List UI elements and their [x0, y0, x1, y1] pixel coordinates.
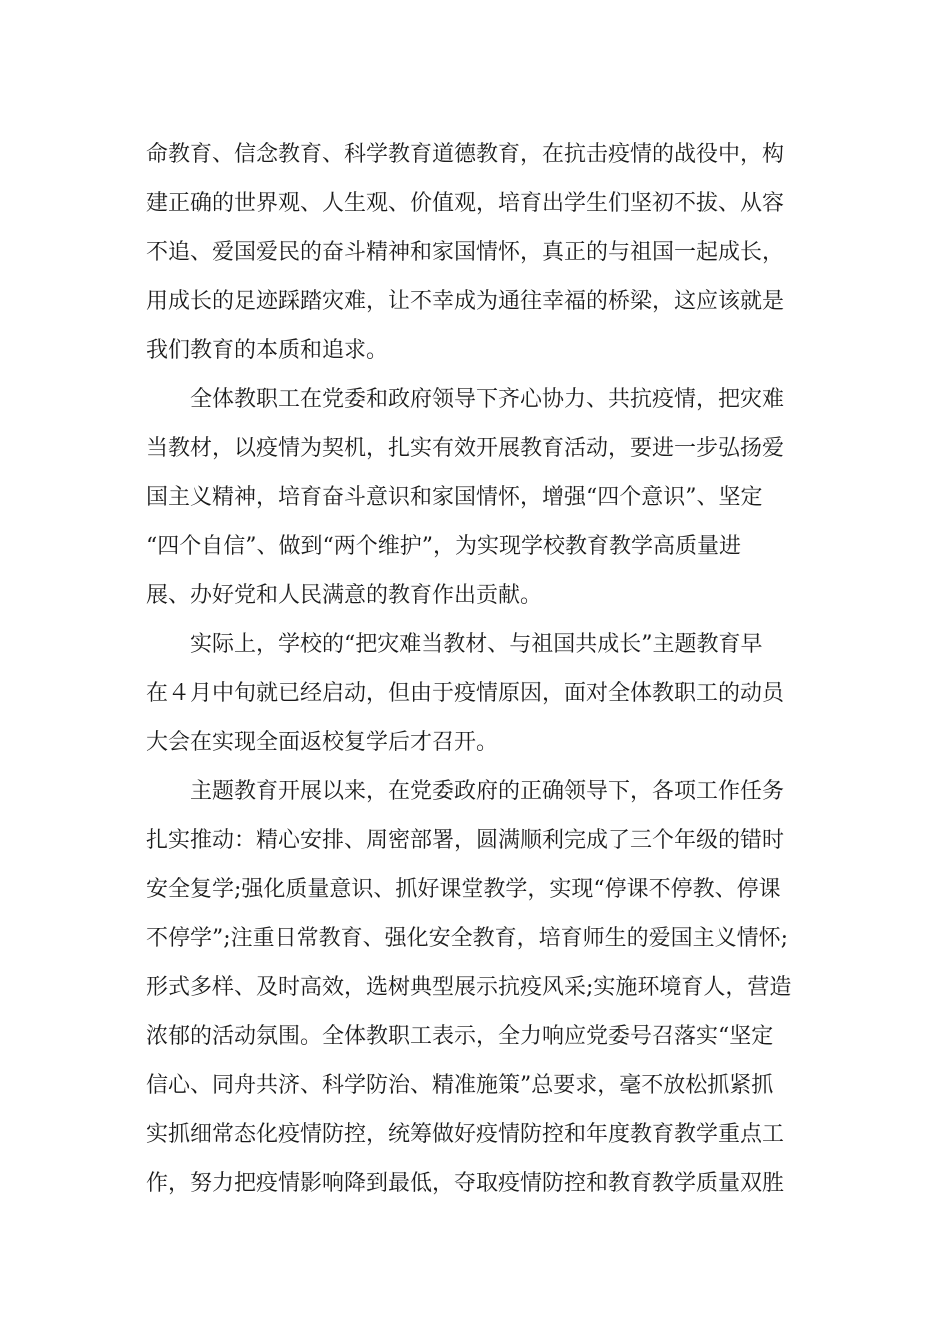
text-line: 作，努力把疫情影响降到最低，夺取疫情防控和教育教学质量双胜 — [146, 1171, 785, 1196]
text-line: 在４月中旬就已经启动，但由于疫情原因，面对全体教职工的动员 — [146, 681, 785, 706]
text-line: 大会在实现全面返校复学后才召开。 — [146, 730, 499, 755]
text-line: 信心、同舟共济、科学防治、精准施策”总要求，毫不放松抓紧抓 — [146, 1073, 774, 1098]
text-line: 国主义精神，培育奋斗意识和家国情怀，增强“四个意识”、坚定 — [146, 485, 763, 510]
paragraph-first-line: 实际上，学校的“把灾难当教材、与祖国共成长”主题教育早 — [190, 632, 763, 657]
text-line: 我们教育的本质和追求。 — [146, 338, 389, 363]
paragraph-first-line: 全体教职工在党委和政府领导下齐心协力、共抗疫情，把灾难 — [190, 387, 785, 412]
text-line: 用成长的足迹踩踏灾难，让不幸成为通往幸福的桥梁，这应该就是 — [146, 289, 785, 314]
text-line: 展、办好党和人民满意的教育作出贡献。 — [146, 583, 543, 608]
text-line: 形式多样、及时高效，选树典型展示抗疫风采;实施环境育人，营造 — [146, 975, 792, 1000]
text-line: 实抓细常态化疫情防控，统筹做好疫情防控和年度教育教学重点工 — [146, 1122, 785, 1147]
paragraph-first-line: 主题教育开展以来，在党委政府的正确领导下，各项工作任务 — [190, 779, 785, 804]
document-body — [146, 130, 818, 1208]
text-line: 浓郁的活动氛围。全体教职工表示，全力响应党委号召落实“坚定 — [146, 1024, 774, 1049]
text-line: 当教材，以疫情为契机，扎实有效开展教育活动，要进一步弘扬爱 — [146, 436, 785, 461]
text-line: 安全复学;强化质量意识、抓好课堂教学，实现“停课不停教、停课 — [146, 877, 781, 902]
text-line: 不停学”;注重日常教育、强化安全教育，培育师生的爱国主义情怀; — [146, 926, 789, 951]
text-line: 扎实推动：精心安排、周密部署，圆满顺利完成了三个年级的错时 — [146, 828, 785, 853]
text-line: “四个自信”、做到“两个维护”，为实现学校教育教学高质量进 — [146, 534, 741, 559]
text-line: 不追、爱国爱民的奋斗精神和家国情怀，真正的与祖国一起成长， — [146, 240, 785, 265]
text-line: 建正确的世界观、人生观、价值观，培育出学生们坚初不拔、从容 — [146, 191, 785, 216]
text-line: 命教育、信念教育、科学教育道德教育，在抗击疫情的战役中，构 — [146, 142, 785, 167]
